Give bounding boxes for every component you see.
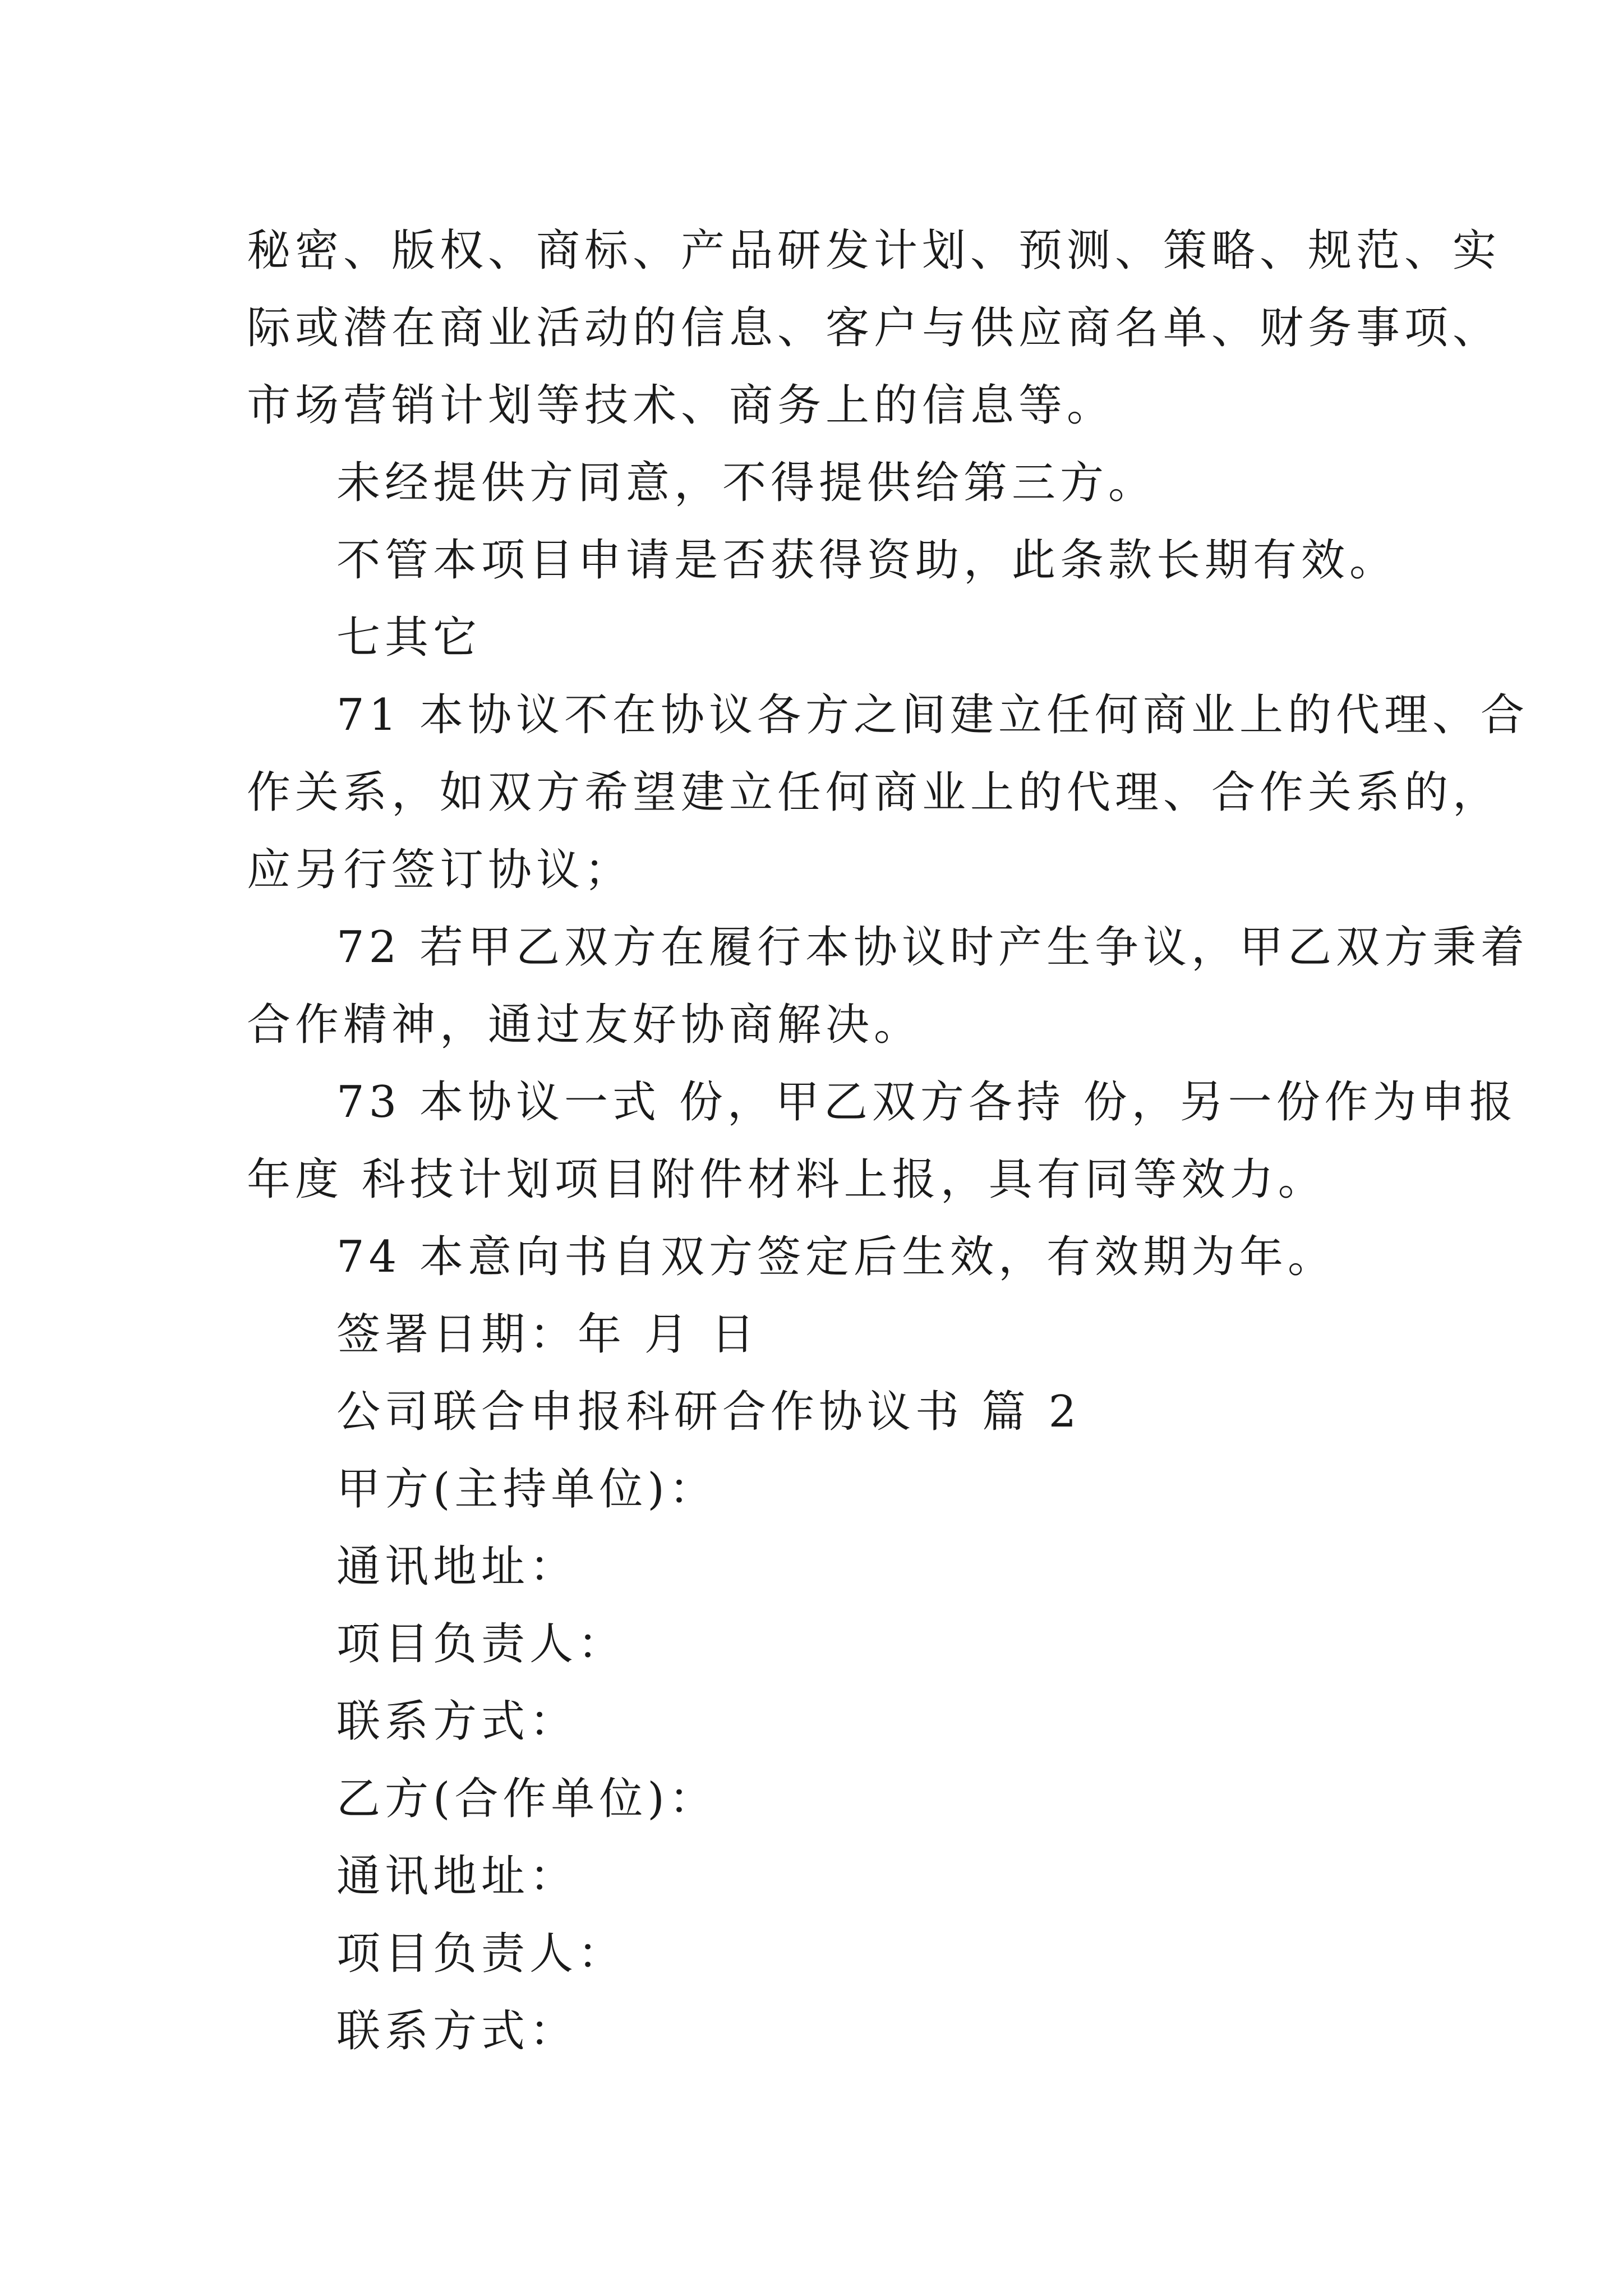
paragraph-line: 未经提供方同意，不得提供给第三方。	[336, 458, 1157, 508]
party-b-address: 通讯地址：	[336, 1851, 578, 1902]
clause-7-1: 71 本协议不在协议各方之间建立任何商业上的代理、合	[336, 690, 1529, 740]
document-title: 公司联合申报科研合作协议书 篇 2	[336, 1387, 1081, 1437]
signing-date: 签署日期：年 月 日	[336, 1309, 759, 1360]
party-b-lead: 项目负责人：	[336, 1929, 626, 1979]
clause-7-4: 74 本意向书自双方签定后生效，有效期为年。	[336, 1232, 1336, 1282]
document-body	[247, 212, 1529, 2070]
paragraph-line: 秘密、版权、商标、产品研发计划、预测、策略、规范、实	[247, 226, 1501, 276]
paragraph-line: 际或潜在商业活动的信息、客户与供应商名单、财务事项、	[247, 303, 1501, 353]
party-b-label: 乙方(合作单位)：	[336, 1774, 717, 1824]
paragraph-line: 作关系，如双方希望建立任何商业上的代理、合作关系的，	[247, 767, 1501, 818]
clause-7-3: 73 本协议一式 份，甲乙双方各持 份，另一份作为申报	[336, 1077, 1518, 1128]
party-a-address: 通讯地址：	[336, 1542, 578, 1592]
paragraph-line: 市场营销计划等技术、商务上的信息等。	[247, 380, 1115, 431]
clause-7-2: 72 若甲乙双方在履行本协议时产生争议，甲乙双方秉着	[336, 922, 1529, 973]
party-a-contact: 联系方式：	[336, 1696, 578, 1747]
paragraph-line: 不管本项目申请是否获得资助，此条款长期有效。	[336, 535, 1398, 586]
party-a-lead: 项目负责人：	[336, 1619, 626, 1669]
paragraph-line: 应另行签订协议；	[247, 845, 633, 895]
party-b-contact: 联系方式：	[336, 2006, 578, 2056]
party-a-label: 甲方(主持单位)：	[336, 1464, 717, 1515]
paragraph-line: 年度 科技计划项目附件材料上报，具有同等效力。	[247, 1154, 1326, 1205]
paragraph-line: 合作精神，通过友好协商解决。	[247, 1000, 923, 1050]
section-heading: 七其它	[336, 613, 482, 663]
